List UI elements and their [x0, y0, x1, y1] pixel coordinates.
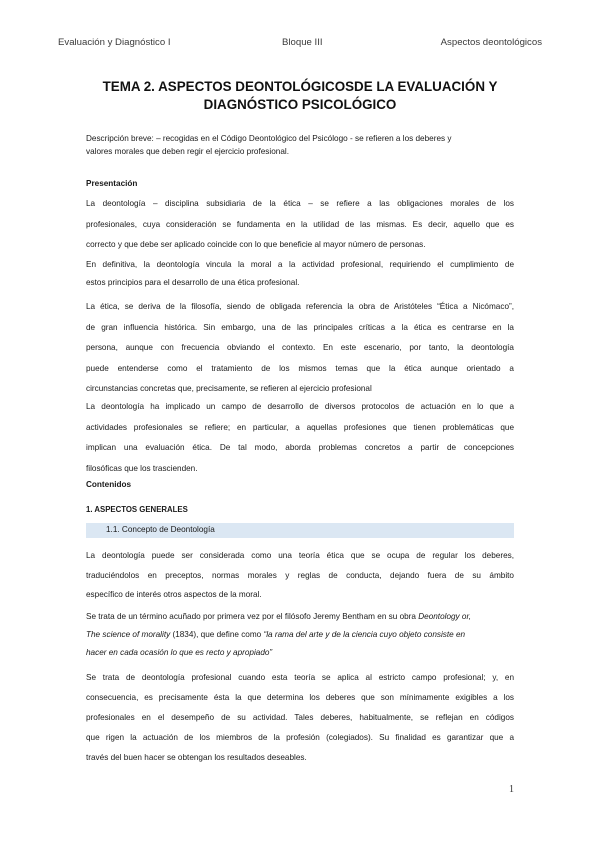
paragraph-concepto-2 — [86, 608, 514, 662]
quotation: “la rama del arte y de la ciencia cuyo objeto consiste en — [263, 630, 466, 639]
text-line: implican una evaluación ética. De tal modo, aborda problemas concretos a partir de concepciones — [86, 443, 514, 452]
quotation: hacer en cada ocasión lo que es recto y apropiado” — [86, 648, 273, 657]
presentacion-heading: Presentación — [86, 179, 138, 188]
text-line: Se trata de deontología profesional cuando esta teoría se aplica al estricto campo profesional; y, en — [86, 673, 514, 682]
text-line: traduciéndolos en preceptos, normas morales y reglas de conducta, dejando fuera de su ámbito — [86, 570, 514, 580]
text-span: Se trata de un término acuñado por primera vez por el filósofo Jeremy Bentham en su obra — [86, 612, 419, 621]
description-line-1: Descripción breve: – recogidas en el Código Deontológico del Psicólogo - se refieren a los deberes y — [86, 134, 452, 143]
text-line — [86, 644, 514, 662]
text-line: profesionales en el desempeño de su actividad. Tales deberes, habitualmente, se reflejan en códigos — [86, 713, 514, 722]
document-title — [60, 78, 540, 114]
text-line: La deontología puede ser considerada como una teoría ética que se ocupa de regular los deberes, — [86, 551, 514, 560]
text-line: que rigen la actuación de los miembros de la profesión (colegiados). Su finalidad es garantizar que a — [86, 733, 514, 742]
description-line-2: valores morales que deben regir el ejercicio profesional. — [86, 146, 289, 156]
paragraph-concepto-1 — [86, 546, 514, 605]
text-line: La deontología ha implicado un campo de desarrollo de diversos protocolos de actuación en lo que a — [86, 402, 514, 411]
paragraph-presentacion-2 — [86, 256, 514, 292]
text-line: profesionales, cuya consideración se fundamenta en la utilidad de las mismas. Es decir, aquello que es — [86, 219, 514, 229]
text-line — [86, 626, 514, 644]
contenidos-heading: Contenidos — [86, 480, 132, 489]
page-number: 1 — [509, 784, 514, 795]
text-line: persona, aunque con frecuencia obviando el contexto. En este escenario, por tanto, la deontología — [86, 343, 514, 352]
paragraph-presentacion-4 — [86, 397, 514, 479]
text-line: actividades profesionales se refiere; en particular, a aquellas profesiones que tienen problemáticas que — [86, 422, 514, 432]
short-description — [86, 133, 514, 158]
text-line: través del buen hacer se obtengan los resultados deseables. — [86, 753, 307, 762]
text-line: de gran influencia histórica. Sin embargo, una de las principales críticas a la ética es centrarse en la — [86, 322, 514, 332]
header-topic: Aspectos deontológicos — [440, 37, 542, 48]
header-course: Evaluación y Diagnóstico I — [58, 37, 171, 48]
text-line: específico de interés otros aspectos de la moral. — [86, 590, 262, 599]
title-line-2: DIAGNÓSTICO PSICOLÓGICO — [203, 97, 397, 112]
title-line-1: TEMA 2. ASPECTOS DEONTOLÓGICOSDE LA EVALUACIÓN Y — [102, 79, 498, 94]
text-line: consecuencia, es precisamente ésta la que determina los deberes que son mínimamente exigibles a los — [86, 693, 514, 702]
book-subtitle: The science of morality — [86, 630, 171, 639]
text-line: estos principios para el desarrollo de una ética profesional. — [86, 278, 300, 287]
section-heading-aspectos-generales: 1. ASPECTOS GENERALES — [86, 505, 188, 514]
text-line: filosóficas que los trascienden. — [86, 463, 198, 473]
text-line: correcto y que debe ser aplicado coincide con lo que beneficie al mayor número de personas. — [86, 240, 426, 249]
text-line: La deontología – disciplina subsidiaria de la ética – se refiere a las obligaciones morales de los — [86, 199, 514, 208]
page-header — [58, 37, 542, 51]
book-title: Deontology or, — [418, 612, 472, 621]
subsection-bar — [86, 523, 514, 538]
text-line: puede entenderse como el tratamiento de los mismos temas que la ética aunque orientado a — [86, 363, 514, 373]
subsection-title: 1.1. Concepto de Deontología — [106, 525, 215, 534]
text-line: En definitiva, la deontología vincula la moral a la actividad profesional, requiriendo el cumplimiento de — [86, 260, 514, 269]
text-line — [86, 608, 514, 626]
text-line: circunstancias concretas que, precisamente, se refieren al ejercicio profesional — [86, 384, 372, 393]
text-span: (1834), que define como — [170, 630, 264, 639]
paragraph-presentacion-3 — [86, 297, 514, 400]
paragraph-presentacion-1 — [86, 194, 514, 256]
text-line: La ética, se deriva de la filosofía, siendo de obligada referencia la obra de Aristóteles “Ética a Nicómaco”, — [86, 302, 514, 311]
paragraph-concepto-3 — [86, 668, 514, 768]
header-block: Bloque III — [282, 37, 323, 48]
